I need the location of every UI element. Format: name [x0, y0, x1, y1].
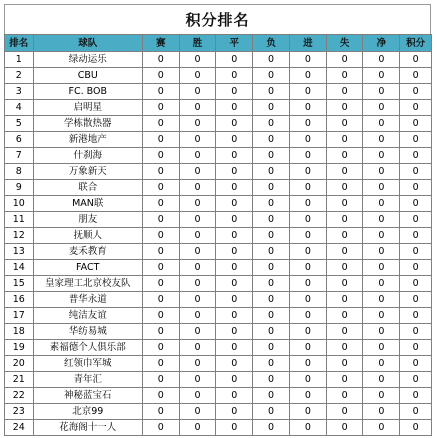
goals-against-cell[interactable]: 0 [326, 148, 363, 164]
team-cell[interactable]: 学栋散热器 [33, 116, 142, 132]
goals-against-cell[interactable]: 0 [326, 372, 363, 388]
played-cell[interactable]: 0 [142, 340, 179, 356]
rank-cell[interactable]: 10 [5, 196, 34, 212]
points-cell[interactable]: 0 [400, 388, 432, 404]
lost-cell[interactable]: 0 [253, 292, 290, 308]
header-lost[interactable]: 负 [253, 35, 290, 52]
goals-against-cell[interactable]: 0 [326, 52, 363, 68]
goal-diff-cell[interactable]: 0 [363, 100, 400, 116]
points-cell[interactable]: 0 [400, 420, 432, 436]
played-cell[interactable]: 0 [142, 292, 179, 308]
won-cell[interactable]: 0 [179, 356, 216, 372]
goals-for-cell[interactable]: 0 [289, 356, 326, 372]
team-cell[interactable]: 新港地产 [33, 132, 142, 148]
table-row [5, 148, 432, 164]
played-cell[interactable]: 0 [142, 164, 179, 180]
goals-against-cell[interactable]: 0 [326, 404, 363, 420]
won-cell[interactable]: 0 [179, 324, 216, 340]
goals-for-cell[interactable]: 0 [289, 420, 326, 436]
goals-for-cell[interactable]: 0 [289, 276, 326, 292]
goal-diff-cell[interactable]: 0 [363, 308, 400, 324]
drawn-cell[interactable]: 0 [216, 228, 253, 244]
lost-cell[interactable]: 0 [253, 308, 290, 324]
goals-for-cell[interactable]: 0 [289, 388, 326, 404]
standings-table [4, 34, 432, 436]
table-row [5, 116, 432, 132]
team-cell[interactable]: 绿动运乐 [33, 52, 142, 68]
team-cell[interactable]: 素福德个人俱乐部 [33, 340, 142, 356]
goals-for-cell[interactable]: 0 [289, 244, 326, 260]
table-row [5, 244, 432, 260]
team-cell[interactable]: 普华永道 [33, 292, 142, 308]
goal-diff-cell[interactable]: 0 [363, 420, 400, 436]
rank-cell[interactable]: 20 [5, 356, 34, 372]
goal-diff-cell[interactable]: 0 [363, 372, 400, 388]
drawn-cell[interactable]: 0 [216, 292, 253, 308]
drawn-cell[interactable]: 0 [216, 132, 253, 148]
team-cell[interactable]: 华纺易城 [33, 324, 142, 340]
lost-cell[interactable]: 0 [253, 404, 290, 420]
table-row [5, 404, 432, 420]
played-cell[interactable]: 0 [142, 212, 179, 228]
played-cell[interactable]: 0 [142, 84, 179, 100]
goals-against-cell[interactable]: 0 [326, 388, 363, 404]
drawn-cell[interactable]: 0 [216, 388, 253, 404]
won-cell[interactable]: 0 [179, 420, 216, 436]
played-cell[interactable]: 0 [142, 116, 179, 132]
goals-for-cell[interactable]: 0 [289, 196, 326, 212]
team-cell[interactable]: 麦禾教育 [33, 244, 142, 260]
goal-diff-cell[interactable]: 0 [363, 116, 400, 132]
rank-cell[interactable]: 23 [5, 404, 34, 420]
goal-diff-cell[interactable]: 0 [363, 340, 400, 356]
won-cell[interactable]: 0 [179, 180, 216, 196]
team-cell[interactable]: 北京99 [33, 404, 142, 420]
goal-diff-cell[interactable]: 0 [363, 196, 400, 212]
team-cell[interactable]: 神秘蓝宝石 [33, 388, 142, 404]
table-row [5, 308, 432, 324]
goal-diff-cell[interactable]: 0 [363, 260, 400, 276]
team-cell[interactable]: 朋友 [33, 212, 142, 228]
won-cell[interactable]: 0 [179, 308, 216, 324]
lost-cell[interactable]: 0 [253, 420, 290, 436]
points-cell[interactable]: 0 [400, 308, 432, 324]
played-cell[interactable]: 0 [142, 52, 179, 68]
goal-diff-cell[interactable]: 0 [363, 388, 400, 404]
goals-for-cell[interactable]: 0 [289, 324, 326, 340]
table-row [5, 68, 432, 84]
lost-cell[interactable]: 0 [253, 244, 290, 260]
table-row [5, 388, 432, 404]
goals-against-cell[interactable]: 0 [326, 420, 363, 436]
table-row [5, 292, 432, 308]
standings-body [5, 52, 432, 436]
points-cell[interactable]: 0 [400, 100, 432, 116]
table-row [5, 324, 432, 340]
table-row [5, 196, 432, 212]
goals-against-cell[interactable]: 0 [326, 68, 363, 84]
lost-cell[interactable]: 0 [253, 180, 290, 196]
rank-cell[interactable]: 7 [5, 148, 34, 164]
goals-against-cell[interactable]: 0 [326, 244, 363, 260]
header-won[interactable]: 胜 [179, 35, 216, 52]
won-cell[interactable]: 0 [179, 132, 216, 148]
team-cell[interactable]: 花海阁十一人 [33, 420, 142, 436]
header-team[interactable]: 球队 [33, 35, 142, 52]
team-cell[interactable]: 皇家理工北京校友队 [33, 276, 142, 292]
goals-against-cell[interactable]: 0 [326, 84, 363, 100]
points-cell[interactable]: 0 [400, 292, 432, 308]
goal-diff-cell[interactable]: 0 [363, 84, 400, 100]
goals-against-cell[interactable]: 0 [326, 356, 363, 372]
title-cell[interactable] [4, 4, 431, 34]
goals-for-cell[interactable]: 0 [289, 132, 326, 148]
goals-for-cell[interactable]: 0 [289, 228, 326, 244]
lost-cell[interactable]: 0 [253, 52, 290, 68]
rank-cell[interactable]: 18 [5, 324, 34, 340]
played-cell[interactable]: 0 [142, 276, 179, 292]
rank-cell[interactable]: 9 [5, 180, 34, 196]
won-cell[interactable]: 0 [179, 100, 216, 116]
rank-cell[interactable]: 11 [5, 212, 34, 228]
goals-against-cell[interactable]: 0 [326, 132, 363, 148]
goals-for-cell[interactable]: 0 [289, 68, 326, 84]
played-cell[interactable]: 0 [142, 404, 179, 420]
rank-cell[interactable]: 22 [5, 388, 34, 404]
drawn-cell[interactable]: 0 [216, 260, 253, 276]
played-cell[interactable]: 0 [142, 324, 179, 340]
header-goals-against[interactable]: 失 [326, 35, 363, 52]
drawn-cell[interactable]: 0 [216, 340, 253, 356]
won-cell[interactable]: 0 [179, 68, 216, 84]
team-cell[interactable]: CBU [33, 68, 142, 84]
table-row [5, 276, 432, 292]
header-drawn[interactable]: 平 [216, 35, 253, 52]
team-cell[interactable]: 青年汇 [33, 372, 142, 388]
rank-cell[interactable]: 13 [5, 244, 34, 260]
played-cell[interactable]: 0 [142, 244, 179, 260]
rank-cell[interactable]: 21 [5, 372, 34, 388]
goals-against-cell[interactable]: 0 [326, 340, 363, 356]
lost-cell[interactable]: 0 [253, 116, 290, 132]
points-cell[interactable]: 0 [400, 68, 432, 84]
points-cell[interactable]: 0 [400, 148, 432, 164]
won-cell[interactable]: 0 [179, 388, 216, 404]
points-cell[interactable]: 0 [400, 196, 432, 212]
table-row [5, 340, 432, 356]
table-row [5, 132, 432, 148]
goal-diff-cell[interactable]: 0 [363, 324, 400, 340]
points-cell[interactable]: 0 [400, 372, 432, 388]
table-row [5, 212, 432, 228]
points-cell[interactable]: 0 [400, 52, 432, 68]
goal-diff-cell[interactable]: 0 [363, 244, 400, 260]
lost-cell[interactable]: 0 [253, 68, 290, 84]
team-cell[interactable]: 联合 [33, 180, 142, 196]
lost-cell[interactable]: 0 [253, 260, 290, 276]
lost-cell[interactable]: 0 [253, 212, 290, 228]
drawn-cell[interactable]: 0 [216, 84, 253, 100]
header-played[interactable]: 赛 [142, 35, 179, 52]
points-cell[interactable]: 0 [400, 180, 432, 196]
table-row [5, 228, 432, 244]
goal-diff-cell[interactable]: 0 [363, 180, 400, 196]
drawn-cell[interactable]: 0 [216, 420, 253, 436]
table-row [5, 164, 432, 180]
rank-cell[interactable]: 12 [5, 228, 34, 244]
table-row [5, 260, 432, 276]
goals-for-cell[interactable]: 0 [289, 372, 326, 388]
played-cell[interactable]: 0 [142, 420, 179, 436]
won-cell[interactable]: 0 [179, 276, 216, 292]
won-cell[interactable]: 0 [179, 292, 216, 308]
rank-cell[interactable]: 17 [5, 308, 34, 324]
won-cell[interactable]: 0 [179, 228, 216, 244]
drawn-cell[interactable]: 0 [216, 68, 253, 84]
table-row [5, 420, 432, 436]
drawn-cell[interactable]: 0 [216, 276, 253, 292]
goals-for-cell[interactable]: 0 [289, 116, 326, 132]
lost-cell[interactable]: 0 [253, 228, 290, 244]
table-row [5, 180, 432, 196]
lost-cell[interactable]: 0 [253, 340, 290, 356]
goal-diff-cell[interactable]: 0 [363, 356, 400, 372]
lost-cell[interactable]: 0 [253, 84, 290, 100]
goals-for-cell[interactable]: 0 [289, 164, 326, 180]
goals-against-cell[interactable]: 0 [326, 180, 363, 196]
rank-cell[interactable]: 15 [5, 276, 34, 292]
won-cell[interactable]: 0 [179, 52, 216, 68]
drawn-cell[interactable]: 0 [216, 324, 253, 340]
drawn-cell[interactable]: 0 [216, 164, 253, 180]
points-cell[interactable]: 0 [400, 340, 432, 356]
rank-cell[interactable]: 4 [5, 100, 34, 116]
points-cell[interactable]: 0 [400, 356, 432, 372]
header-rank[interactable]: 排名 [5, 35, 34, 52]
goal-diff-cell[interactable]: 0 [363, 148, 400, 164]
goals-against-cell[interactable]: 0 [326, 228, 363, 244]
drawn-cell[interactable]: 0 [216, 100, 253, 116]
lost-cell[interactable]: 0 [253, 372, 290, 388]
goals-for-cell[interactable]: 0 [289, 84, 326, 100]
drawn-cell[interactable]: 0 [216, 116, 253, 132]
won-cell[interactable]: 0 [179, 84, 216, 100]
played-cell[interactable]: 0 [142, 356, 179, 372]
rank-cell[interactable]: 14 [5, 260, 34, 276]
points-cell[interactable]: 0 [400, 116, 432, 132]
lost-cell[interactable]: 0 [253, 356, 290, 372]
goals-for-cell[interactable]: 0 [289, 404, 326, 420]
drawn-cell[interactable]: 0 [216, 372, 253, 388]
rank-cell[interactable]: 6 [5, 132, 34, 148]
table-row [5, 52, 432, 68]
goal-diff-cell[interactable]: 0 [363, 212, 400, 228]
goal-diff-cell[interactable]: 0 [363, 292, 400, 308]
points-cell[interactable]: 0 [400, 260, 432, 276]
table-row [5, 100, 432, 116]
points-cell[interactable]: 0 [400, 132, 432, 148]
goal-diff-cell[interactable]: 0 [363, 52, 400, 68]
played-cell[interactable]: 0 [142, 260, 179, 276]
goals-for-cell[interactable]: 0 [289, 340, 326, 356]
goals-against-cell[interactable]: 0 [326, 276, 363, 292]
rank-cell[interactable]: 19 [5, 340, 34, 356]
team-cell[interactable]: 红领巾军城 [33, 356, 142, 372]
won-cell[interactable]: 0 [179, 164, 216, 180]
played-cell[interactable]: 0 [142, 180, 179, 196]
drawn-cell[interactable]: 0 [216, 404, 253, 420]
goals-for-cell[interactable]: 0 [289, 212, 326, 228]
drawn-cell[interactable]: 0 [216, 196, 253, 212]
played-cell[interactable]: 0 [142, 196, 179, 212]
goals-against-cell[interactable]: 0 [326, 100, 363, 116]
header-row [5, 35, 432, 52]
played-cell[interactable]: 0 [142, 68, 179, 84]
team-cell[interactable]: 纯洁友谊 [33, 308, 142, 324]
table-row [5, 84, 432, 100]
won-cell[interactable]: 0 [179, 212, 216, 228]
played-cell[interactable]: 0 [142, 132, 179, 148]
played-cell[interactable]: 0 [142, 228, 179, 244]
table-row [5, 372, 432, 388]
won-cell[interactable]: 0 [179, 260, 216, 276]
goals-for-cell[interactable]: 0 [289, 52, 326, 68]
points-cell[interactable]: 0 [400, 228, 432, 244]
header-goal-diff[interactable]: 净 [363, 35, 400, 52]
goals-against-cell[interactable]: 0 [326, 292, 363, 308]
goals-against-cell[interactable]: 0 [326, 116, 363, 132]
goal-diff-cell[interactable]: 0 [363, 68, 400, 84]
won-cell[interactable]: 0 [179, 196, 216, 212]
team-cell[interactable]: MAN联 [33, 196, 142, 212]
drawn-cell[interactable]: 0 [216, 356, 253, 372]
rank-cell[interactable]: 2 [5, 68, 34, 84]
lost-cell[interactable]: 0 [253, 164, 290, 180]
team-cell[interactable]: 启明星 [33, 100, 142, 116]
played-cell[interactable]: 0 [142, 308, 179, 324]
lost-cell[interactable]: 0 [253, 276, 290, 292]
team-cell[interactable]: 万象新天 [33, 164, 142, 180]
goals-for-cell[interactable]: 0 [289, 260, 326, 276]
rank-cell[interactable]: 16 [5, 292, 34, 308]
page-title: 积分排名 [185, 11, 250, 29]
goals-against-cell[interactable]: 0 [326, 212, 363, 228]
lost-cell[interactable]: 0 [253, 388, 290, 404]
goal-diff-cell[interactable]: 0 [363, 228, 400, 244]
won-cell[interactable]: 0 [179, 404, 216, 420]
points-cell[interactable]: 0 [400, 164, 432, 180]
goals-for-cell[interactable]: 0 [289, 148, 326, 164]
won-cell[interactable]: 0 [179, 148, 216, 164]
points-cell[interactable]: 0 [400, 212, 432, 228]
goals-for-cell[interactable]: 0 [289, 308, 326, 324]
played-cell[interactable]: 0 [142, 372, 179, 388]
points-cell[interactable]: 0 [400, 324, 432, 340]
goal-diff-cell[interactable]: 0 [363, 132, 400, 148]
won-cell[interactable]: 0 [179, 372, 216, 388]
header-goals-for[interactable]: 进 [289, 35, 326, 52]
drawn-cell[interactable]: 0 [216, 180, 253, 196]
points-cell[interactable]: 0 [400, 276, 432, 292]
rank-cell[interactable]: 8 [5, 164, 34, 180]
won-cell[interactable]: 0 [179, 244, 216, 260]
drawn-cell[interactable]: 0 [216, 148, 253, 164]
lost-cell[interactable]: 0 [253, 324, 290, 340]
team-cell[interactable]: FC. BOB [33, 84, 142, 100]
played-cell[interactable]: 0 [142, 148, 179, 164]
drawn-cell[interactable]: 0 [216, 212, 253, 228]
rank-cell[interactable]: 5 [5, 116, 34, 132]
team-cell[interactable]: 抚顺人 [33, 228, 142, 244]
goals-against-cell[interactable]: 0 [326, 164, 363, 180]
lost-cell[interactable]: 0 [253, 196, 290, 212]
played-cell[interactable]: 0 [142, 100, 179, 116]
drawn-cell[interactable]: 0 [216, 308, 253, 324]
goals-for-cell[interactable]: 0 [289, 180, 326, 196]
team-cell[interactable]: FACT [33, 260, 142, 276]
rank-cell[interactable]: 24 [5, 420, 34, 436]
goal-diff-cell[interactable]: 0 [363, 164, 400, 180]
points-cell[interactable]: 0 [400, 84, 432, 100]
lost-cell[interactable]: 0 [253, 100, 290, 116]
lost-cell[interactable]: 0 [253, 148, 290, 164]
won-cell[interactable]: 0 [179, 116, 216, 132]
goals-against-cell[interactable]: 0 [326, 308, 363, 324]
drawn-cell[interactable]: 0 [216, 244, 253, 260]
rank-cell[interactable]: 1 [5, 52, 34, 68]
goals-against-cell[interactable]: 0 [326, 324, 363, 340]
goals-against-cell[interactable]: 0 [326, 260, 363, 276]
goal-diff-cell[interactable]: 0 [363, 404, 400, 420]
goals-for-cell[interactable]: 0 [289, 100, 326, 116]
points-cell[interactable]: 0 [400, 244, 432, 260]
lost-cell[interactable]: 0 [253, 132, 290, 148]
won-cell[interactable]: 0 [179, 340, 216, 356]
team-cell[interactable]: 什刹海 [33, 148, 142, 164]
goal-diff-cell[interactable]: 0 [363, 276, 400, 292]
rank-cell[interactable]: 3 [5, 84, 34, 100]
drawn-cell[interactable]: 0 [216, 52, 253, 68]
points-cell[interactable]: 0 [400, 404, 432, 420]
played-cell[interactable]: 0 [142, 388, 179, 404]
goals-against-cell[interactable]: 0 [326, 196, 363, 212]
goals-for-cell[interactable]: 0 [289, 292, 326, 308]
header-points[interactable]: 积分 [400, 35, 432, 52]
table-row [5, 356, 432, 372]
